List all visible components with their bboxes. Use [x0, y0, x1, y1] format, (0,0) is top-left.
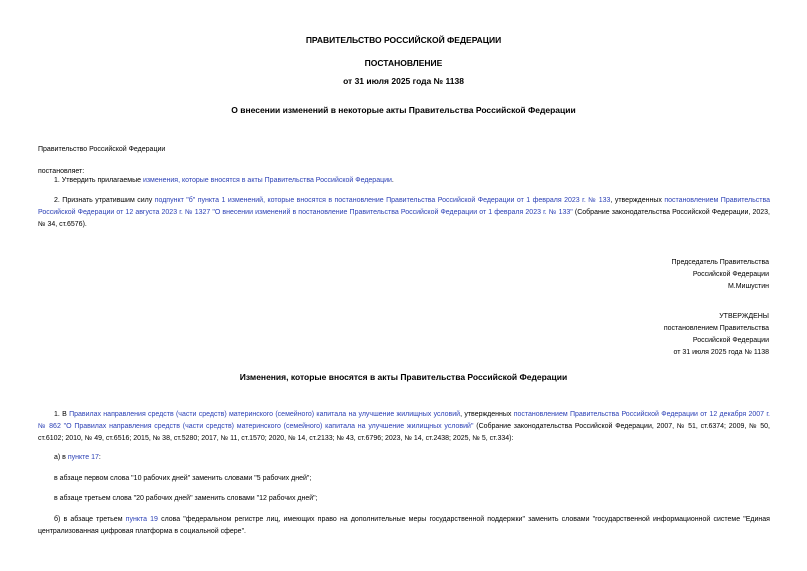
signature-name: М.Мишустин [727, 283, 769, 290]
doc-type-heading: ПОСТАНОВЛЕНИЕ [364, 58, 443, 68]
item-1-text: 1. Утвердить прилагаемые [54, 177, 143, 184]
change-1b-end: слова "федеральном регистре лиц, имеющих право на дополнительные меры государственной поддержки" заменить словами "государственной информационной системе "Единая централизованная цифровая платформа в социальной сфере". [38, 516, 770, 535]
changes-title: Изменения, которые вносятся в акты Правительства Российской Федерации [239, 372, 568, 382]
change-1a-text: а) в [54, 454, 68, 461]
link-resolution-862[interactable]: постановлением Правительства Российской Федерации от 12 декабря 2007 г. № 862 "О Правилах направления средств (части средств) материнского (семейного) капитала на улучшение жилищных условий" [38, 411, 770, 430]
date-number-heading: от 31 июля 2025 года № 1138 [343, 76, 464, 86]
signature-title: Председатель Правительства [671, 259, 769, 266]
change-1b-text: б) в абзаце третьем [54, 516, 126, 523]
link-clause-17[interactable]: пункте 17 [67, 454, 99, 461]
link-changes-annex[interactable]: изменения, которые вносятся в акты Правительства Российской Федерации [142, 177, 392, 184]
item-2-mid: , утвержденных [610, 197, 665, 204]
preamble-resolves: постановляет: [38, 168, 85, 175]
item-2-paragraph [38, 195, 770, 231]
approval-label: УТВЕРЖДЕНЫ [719, 313, 769, 320]
approval-by: постановлением Правительства [663, 325, 769, 332]
change-1a-end: : [98, 454, 101, 461]
signature-country: Российской Федерации [692, 271, 769, 278]
approval-block [664, 311, 769, 359]
change-1a-paragraph [38, 452, 770, 464]
preamble-government: Правительство Российской Федерации [38, 146, 166, 153]
change-1b-paragraph [38, 514, 770, 538]
item-2-end: (Собрание законодательства Российской Федерации, 2023, № 34, ст.6576). [38, 209, 770, 228]
item-1-paragraph [38, 175, 770, 187]
item-2-text: 2. Признать утратившим силу [54, 197, 155, 204]
change-1-text: 1. В [54, 411, 70, 418]
link-resolution-1327[interactable]: постановлением Правительства Российской Федерации от 12 августа 2023 г. № 1327 "О внесении изменений в постановление Правительства Российской Федерации от 1 февраля 2023 г. № 133" [38, 197, 770, 216]
approval-date: от 31 июля 2025 года № 1138 [673, 349, 769, 356]
change-1a-2-paragraph: в абзаце третьем слова "20 рабочих дней" заменить словами "12 рабочих дней"; [54, 495, 318, 502]
change-1-end: (Собрание законодательства Российской Федерации, 2007, № 51, ст.6374; 2009, № 50, ст.6102; 2010, № 49, ст.6516; 2015, № 38, ст.5280; 2017, № 11, ст.1570; 2020, № 14, ст.2133; № 43, ст.6796; 2023, № 14, ст.2438; 2025, № 5, ст.334): [38, 423, 770, 442]
change-1-mid: , утвержденных [460, 411, 514, 418]
link-subclause-b-133[interactable]: подпункт "б" пункта 1 изменений, которые вносятся в постановление Правительства Российской Федерации от 1 февраля 2023 г. № 133 [154, 197, 611, 204]
approval-country: Российской Федерации [692, 337, 769, 344]
change-1a-1-paragraph: в абзаце первом слова "10 рабочих дней" заменить словами "5 рабочих дней"; [54, 475, 312, 482]
link-rules-maternity-capital[interactable]: Правилах направления средств (части средств) материнского (семейного) капитала на улучшение жилищных условий [69, 411, 461, 418]
signature-block [672, 257, 769, 293]
document-title: О внесении изменений в некоторые акты Правительства Российской Федерации [231, 105, 576, 115]
item-1-end: . [391, 177, 394, 184]
link-clause-19[interactable]: пункта 19 [125, 516, 158, 523]
change-1-paragraph [38, 409, 770, 445]
org-heading: ПРАВИТЕЛЬСТВО РОССИЙСКОЙ ФЕДЕРАЦИИ [305, 35, 502, 45]
